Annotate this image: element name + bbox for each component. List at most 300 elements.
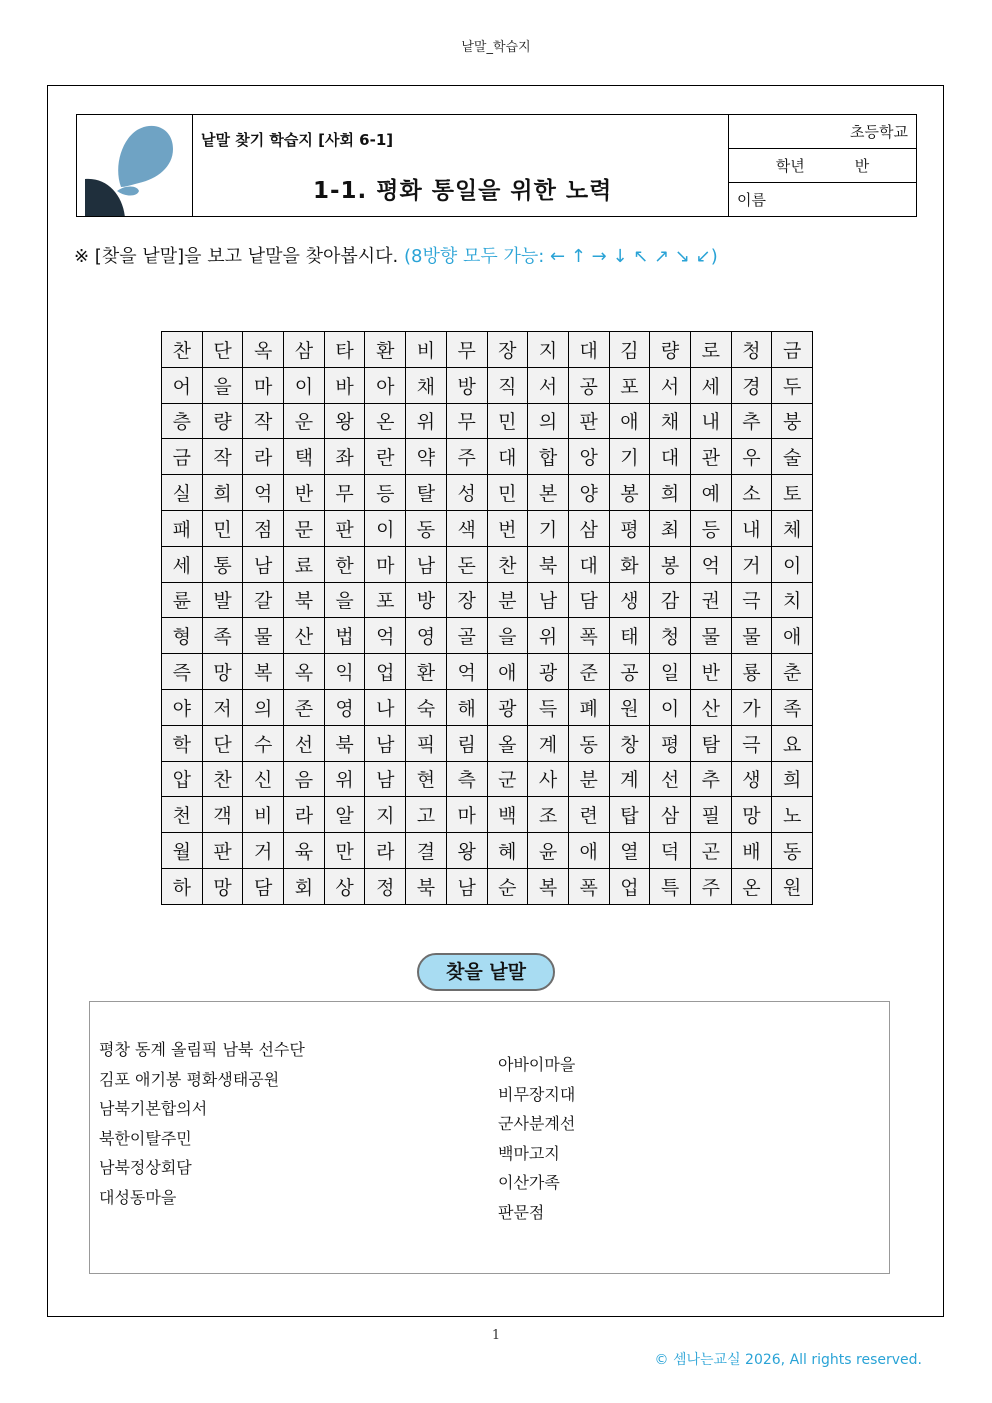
- grade-label: 학년: [775, 157, 805, 175]
- grid-cell[interactable]: 고: [406, 797, 447, 833]
- grid-cell[interactable]: 천: [162, 797, 203, 833]
- grid-row: [162, 654, 813, 690]
- grid-cell[interactable]: 택: [284, 439, 325, 475]
- grid-cell[interactable]: 실: [162, 475, 203, 511]
- grid-cell[interactable]: 물: [243, 618, 284, 654]
- grid-cell[interactable]: 가: [731, 689, 772, 725]
- grid-cell[interactable]: 춘: [772, 654, 813, 690]
- grid-cell[interactable]: 내: [690, 403, 731, 439]
- grid-cell[interactable]: 대: [650, 439, 691, 475]
- grid-cell[interactable]: 찬: [202, 761, 243, 797]
- grid-cell[interactable]: 내: [731, 510, 772, 546]
- grid-cell[interactable]: 감: [650, 582, 691, 618]
- grid-cell[interactable]: 분: [568, 761, 609, 797]
- grid-cell[interactable]: 백: [487, 797, 528, 833]
- name-field[interactable]: [729, 183, 916, 216]
- grid-cell[interactable]: 해: [446, 689, 487, 725]
- grid-cell[interactable]: 계: [528, 725, 569, 761]
- grid-cell[interactable]: 토: [772, 475, 813, 511]
- grid-cell[interactable]: 색: [446, 510, 487, 546]
- title-cell: [193, 115, 729, 216]
- grid-cell[interactable]: 륜: [162, 582, 203, 618]
- grid-cell[interactable]: 로: [690, 332, 731, 368]
- grid-cell[interactable]: 탑: [609, 797, 650, 833]
- grid-cell[interactable]: 이: [772, 546, 813, 582]
- grid-cell[interactable]: 서: [528, 367, 569, 403]
- grid-cell[interactable]: 서: [650, 367, 691, 403]
- grid-cell[interactable]: 수: [243, 725, 284, 761]
- grid-cell[interactable]: 평: [650, 725, 691, 761]
- grid-cell[interactable]: 육: [284, 833, 325, 869]
- grid-cell[interactable]: 희: [772, 761, 813, 797]
- grid-cell[interactable]: 생: [609, 582, 650, 618]
- grid-cell[interactable]: 애: [772, 618, 813, 654]
- grid-cell[interactable]: 탈: [406, 475, 447, 511]
- grade-class-field[interactable]: [729, 149, 916, 183]
- grid-row: [162, 439, 813, 475]
- grid-cell[interactable]: 업: [365, 654, 406, 690]
- grid-row: [162, 725, 813, 761]
- grid-cell[interactable]: 정: [365, 868, 406, 904]
- grid-row: [162, 510, 813, 546]
- grid-cell[interactable]: 층: [162, 403, 203, 439]
- grid-cell[interactable]: 화: [609, 546, 650, 582]
- page-number: 1: [491, 1328, 501, 1343]
- grid-cell[interactable]: 청: [731, 332, 772, 368]
- word-item: 비무장지대: [498, 1084, 576, 1104]
- grid-cell[interactable]: 주: [446, 439, 487, 475]
- grid-cell[interactable]: 망: [202, 654, 243, 690]
- grid-cell[interactable]: 원: [772, 868, 813, 904]
- grid-cell[interactable]: 북: [406, 868, 447, 904]
- grid-cell[interactable]: 억: [690, 546, 731, 582]
- grid-cell[interactable]: 라: [243, 439, 284, 475]
- grid-cell[interactable]: 찬: [487, 546, 528, 582]
- grid-cell[interactable]: 물: [690, 618, 731, 654]
- grid-cell[interactable]: 북: [528, 546, 569, 582]
- grid-cell[interactable]: 희: [650, 475, 691, 511]
- grid-cell[interactable]: 이: [365, 510, 406, 546]
- grid-cell[interactable]: 운: [284, 403, 325, 439]
- grid-cell[interactable]: 억: [446, 654, 487, 690]
- grid-cell[interactable]: 무: [324, 475, 365, 511]
- grid-cell[interactable]: 득: [528, 689, 569, 725]
- grid-cell[interactable]: 골: [446, 618, 487, 654]
- grid-cell[interactable]: 족: [772, 689, 813, 725]
- grid-cell[interactable]: 순: [487, 868, 528, 904]
- grid-cell[interactable]: 남: [446, 868, 487, 904]
- grid-cell[interactable]: 억: [243, 475, 284, 511]
- grid-cell[interactable]: 금: [162, 439, 203, 475]
- grid-cell[interactable]: 방: [406, 582, 447, 618]
- grid-cell[interactable]: 온: [731, 868, 772, 904]
- grid-cell[interactable]: 동: [772, 833, 813, 869]
- word-item: 남북기본합의서: [99, 1099, 208, 1118]
- grid-cell[interactable]: 타: [324, 332, 365, 368]
- grid-cell[interactable]: 혜: [487, 833, 528, 869]
- grid-cell[interactable]: 특: [650, 868, 691, 904]
- grid-cell[interactable]: 상: [324, 868, 365, 904]
- grid-cell[interactable]: 기: [609, 439, 650, 475]
- grid-cell[interactable]: 영: [406, 618, 447, 654]
- grid-cell[interactable]: 장: [446, 582, 487, 618]
- grid-cell[interactable]: 월: [162, 833, 203, 869]
- grid-cell[interactable]: 극: [731, 582, 772, 618]
- grid-cell[interactable]: 반: [690, 654, 731, 690]
- grid-cell[interactable]: 술: [772, 439, 813, 475]
- grid-cell[interactable]: 환: [406, 654, 447, 690]
- grid-cell[interactable]: 왕: [446, 833, 487, 869]
- grid-cell[interactable]: 량: [650, 332, 691, 368]
- grid-cell[interactable]: 열: [609, 833, 650, 869]
- grid-cell[interactable]: 윤: [528, 833, 569, 869]
- grid-cell[interactable]: 나: [365, 689, 406, 725]
- grid-cell[interactable]: 금: [772, 332, 813, 368]
- grid-cell[interactable]: 존: [284, 689, 325, 725]
- grid-cell[interactable]: 본: [528, 475, 569, 511]
- grid-row: [162, 761, 813, 797]
- grid-cell[interactable]: 포: [609, 367, 650, 403]
- grid-cell[interactable]: 소: [731, 475, 772, 511]
- grid-cell[interactable]: 삼: [568, 510, 609, 546]
- grid-row: [162, 618, 813, 654]
- grid-cell[interactable]: 담: [568, 582, 609, 618]
- grid-cell[interactable]: 동: [568, 725, 609, 761]
- grid-cell[interactable]: 군: [487, 761, 528, 797]
- grid-cell[interactable]: 번: [487, 510, 528, 546]
- grid-cell[interactable]: 위: [528, 618, 569, 654]
- grid-cell[interactable]: 북: [284, 582, 325, 618]
- word-item: 이산가족: [498, 1173, 560, 1192]
- grid-cell[interactable]: 선: [650, 761, 691, 797]
- grid-cell[interactable]: 애: [609, 403, 650, 439]
- grid-cell[interactable]: 준: [568, 654, 609, 690]
- grid-cell[interactable]: 채: [650, 403, 691, 439]
- grid-cell[interactable]: 판: [568, 403, 609, 439]
- grid-cell[interactable]: 옥: [243, 332, 284, 368]
- grid-cell[interactable]: 등: [365, 475, 406, 511]
- grid-cell[interactable]: 란: [365, 439, 406, 475]
- grid-cell[interactable]: 남: [243, 546, 284, 582]
- grid-cell[interactable]: 동: [406, 510, 447, 546]
- grid-cell[interactable]: 체: [772, 510, 813, 546]
- grid-cell[interactable]: 신: [243, 761, 284, 797]
- grid-cell[interactable]: 공: [568, 367, 609, 403]
- grid-cell[interactable]: 의: [528, 403, 569, 439]
- grid-cell[interactable]: 남: [406, 546, 447, 582]
- grid-cell[interactable]: 삼: [650, 797, 691, 833]
- grid-cell[interactable]: 단: [202, 725, 243, 761]
- grid-cell[interactable]: 남: [365, 725, 406, 761]
- grid-cell[interactable]: 돈: [446, 546, 487, 582]
- grid-cell[interactable]: 분: [487, 582, 528, 618]
- grid-cell[interactable]: 망: [731, 797, 772, 833]
- grid-cell[interactable]: 형: [162, 618, 203, 654]
- grid-cell[interactable]: 공: [609, 654, 650, 690]
- grid-cell[interactable]: 업: [609, 868, 650, 904]
- word-list-left: [99, 1035, 305, 1212]
- grid-cell[interactable]: 억: [365, 618, 406, 654]
- grid-cell[interactable]: 대: [487, 439, 528, 475]
- grid-cell[interactable]: 온: [365, 403, 406, 439]
- grid-cell[interactable]: 라: [365, 833, 406, 869]
- grid-cell[interactable]: 련: [568, 797, 609, 833]
- grid-cell[interactable]: 음: [284, 761, 325, 797]
- grid-cell[interactable]: 비: [243, 797, 284, 833]
- grid-cell[interactable]: 점: [243, 510, 284, 546]
- grid-cell[interactable]: 판: [202, 833, 243, 869]
- grid-cell[interactable]: 작: [202, 439, 243, 475]
- grid-cell[interactable]: 양: [568, 475, 609, 511]
- grid-cell[interactable]: 을: [202, 367, 243, 403]
- grid-cell[interactable]: 남: [528, 582, 569, 618]
- grid-cell[interactable]: 마: [243, 367, 284, 403]
- grid-cell[interactable]: 대: [568, 332, 609, 368]
- grid-cell[interactable]: 비: [406, 332, 447, 368]
- grid-cell[interactable]: 압: [162, 761, 203, 797]
- grid-cell[interactable]: 치: [772, 582, 813, 618]
- grid-cell[interactable]: 림: [446, 725, 487, 761]
- grid-row: [162, 475, 813, 511]
- worksheet-header: [76, 114, 917, 217]
- grid-cell[interactable]: 야: [162, 689, 203, 725]
- grid-cell[interactable]: 세: [690, 367, 731, 403]
- grid-cell[interactable]: 태: [609, 618, 650, 654]
- grid-cell[interactable]: 기: [528, 510, 569, 546]
- grid-cell[interactable]: 왕: [324, 403, 365, 439]
- grid-cell[interactable]: 한: [324, 546, 365, 582]
- grid-cell[interactable]: 옥: [284, 654, 325, 690]
- worksheet-subtitle: 낱말 찾기 학습지 [사회 6-1]: [201, 131, 394, 149]
- water-drop-logo-icon: [77, 115, 192, 216]
- grid-cell[interactable]: 민: [487, 475, 528, 511]
- grid-cell[interactable]: 민: [202, 510, 243, 546]
- grid-cell[interactable]: 장: [487, 332, 528, 368]
- grid-cell[interactable]: 학: [162, 725, 203, 761]
- grid-row: [162, 582, 813, 618]
- grid-cell[interactable]: 민: [487, 403, 528, 439]
- grid-cell[interactable]: 봉: [609, 475, 650, 511]
- grid-cell[interactable]: 마: [446, 797, 487, 833]
- grid-cell[interactable]: 물: [731, 618, 772, 654]
- grid-cell[interactable]: 지: [365, 797, 406, 833]
- grid-cell[interactable]: 예: [690, 475, 731, 511]
- grid-cell[interactable]: 판: [324, 510, 365, 546]
- grid-cell[interactable]: 산: [690, 689, 731, 725]
- grid-cell[interactable]: 지: [528, 332, 569, 368]
- grid-cell[interactable]: 선: [284, 725, 325, 761]
- grid-cell[interactable]: 방: [446, 367, 487, 403]
- grid-cell[interactable]: 광: [487, 689, 528, 725]
- grid-cell[interactable]: 어: [162, 367, 203, 403]
- grid-cell[interactable]: 봉: [650, 546, 691, 582]
- grid-cell[interactable]: 족: [202, 618, 243, 654]
- page-header: 낱말_학습지: [461, 40, 531, 55]
- grid-cell[interactable]: 알: [324, 797, 365, 833]
- grid-cell[interactable]: 라: [284, 797, 325, 833]
- grid-cell[interactable]: 하: [162, 868, 203, 904]
- worksheet-title: 1-1. 평화 통일을 위한 노력: [313, 178, 613, 204]
- grid-cell[interactable]: 평: [609, 510, 650, 546]
- grid-cell[interactable]: 생: [731, 761, 772, 797]
- grid-cell[interactable]: 사: [528, 761, 569, 797]
- grid-cell[interactable]: 노: [772, 797, 813, 833]
- grid-cell[interactable]: 추: [690, 761, 731, 797]
- grid-cell[interactable]: 애: [568, 833, 609, 869]
- instruction: [74, 242, 718, 268]
- grid-row: [162, 403, 813, 439]
- grid-cell[interactable]: 픽: [406, 725, 447, 761]
- copyright: © 셈나는교실 2026, All rights reserved.: [654, 1352, 922, 1368]
- grid-cell[interactable]: 법: [324, 618, 365, 654]
- grid-cell[interactable]: 측: [446, 761, 487, 797]
- grid-cell[interactable]: 담: [243, 868, 284, 904]
- grid-cell[interactable]: 통: [202, 546, 243, 582]
- grid-cell[interactable]: 채: [406, 367, 447, 403]
- grid-cell[interactable]: 남: [365, 761, 406, 797]
- grid-cell[interactable]: 발: [202, 582, 243, 618]
- grid-row: [162, 546, 813, 582]
- grid-cell[interactable]: 관: [690, 439, 731, 475]
- grid-cell[interactable]: 패: [162, 510, 203, 546]
- grid-cell[interactable]: 환: [365, 332, 406, 368]
- grid-row: [162, 833, 813, 869]
- word-item: 아바이마을: [498, 1055, 576, 1074]
- grid-cell[interactable]: 경: [731, 367, 772, 403]
- grid-cell[interactable]: 필: [690, 797, 731, 833]
- grid-cell[interactable]: 조: [528, 797, 569, 833]
- word-item: 김포 애기봉 평화생태공원: [99, 1069, 280, 1089]
- grid-cell[interactable]: 무: [446, 403, 487, 439]
- grid-cell[interactable]: 합: [528, 439, 569, 475]
- grid-cell[interactable]: 문: [284, 510, 325, 546]
- word-item: 군사분계선: [498, 1114, 576, 1133]
- grid-cell[interactable]: 영: [324, 689, 365, 725]
- grid-cell[interactable]: 두: [772, 367, 813, 403]
- grid-cell[interactable]: 거: [731, 546, 772, 582]
- instruction-text: ※ [찾을 낱말]을 보고 낱말을 찾아봅시다.: [74, 246, 399, 267]
- grid-cell[interactable]: 숙: [406, 689, 447, 725]
- grid-cell[interactable]: 만: [324, 833, 365, 869]
- grid-cell[interactable]: 포: [365, 582, 406, 618]
- school-field[interactable]: [729, 115, 916, 149]
- grid-row: [162, 868, 813, 904]
- grid-cell[interactable]: 성: [446, 475, 487, 511]
- grid-cell[interactable]: 료: [284, 546, 325, 582]
- grid-cell[interactable]: 청: [650, 618, 691, 654]
- grid-cell[interactable]: 곤: [690, 833, 731, 869]
- grid-cell[interactable]: 주: [690, 868, 731, 904]
- grid-cell[interactable]: 폭: [568, 868, 609, 904]
- grid-cell[interactable]: 즉: [162, 654, 203, 690]
- grid-cell[interactable]: 거: [243, 833, 284, 869]
- grid-cell[interactable]: 우: [731, 439, 772, 475]
- grid-cell[interactable]: 김: [609, 332, 650, 368]
- grid-row: [162, 689, 813, 725]
- grid-cell[interactable]: 요: [772, 725, 813, 761]
- grid-cell[interactable]: 극: [731, 725, 772, 761]
- grid-cell[interactable]: 마: [365, 546, 406, 582]
- grid-cell[interactable]: 붕: [772, 403, 813, 439]
- grid-cell[interactable]: 앙: [568, 439, 609, 475]
- grid-cell[interactable]: 을: [324, 582, 365, 618]
- grid-cell[interactable]: 찬: [162, 332, 203, 368]
- grid-cell[interactable]: 아: [365, 367, 406, 403]
- grid-cell[interactable]: 덕: [650, 833, 691, 869]
- grid-cell[interactable]: 이: [284, 367, 325, 403]
- class-label: 반: [854, 157, 870, 175]
- grid-cell[interactable]: 권: [690, 582, 731, 618]
- grid-cell[interactable]: 폭: [568, 618, 609, 654]
- logo: [77, 115, 193, 216]
- grid-cell[interactable]: 계: [609, 761, 650, 797]
- grid-cell[interactable]: 반: [284, 475, 325, 511]
- grid-cell[interactable]: 복: [528, 868, 569, 904]
- grid-cell[interactable]: 배: [731, 833, 772, 869]
- grid-cell[interactable]: 량: [202, 403, 243, 439]
- grid-cell[interactable]: 현: [406, 761, 447, 797]
- grid-cell[interactable]: 의: [243, 689, 284, 725]
- grid-cell[interactable]: 원: [609, 689, 650, 725]
- grid-cell[interactable]: 작: [243, 403, 284, 439]
- grid-cell[interactable]: 일: [650, 654, 691, 690]
- grid-cell[interactable]: 북: [324, 725, 365, 761]
- grid-cell[interactable]: 객: [202, 797, 243, 833]
- grid-cell[interactable]: 추: [731, 403, 772, 439]
- grid-cell[interactable]: 익: [324, 654, 365, 690]
- grid-cell[interactable]: 바: [324, 367, 365, 403]
- grid-cell[interactable]: 창: [609, 725, 650, 761]
- grid-cell[interactable]: 희: [202, 475, 243, 511]
- grid-cell[interactable]: 갈: [243, 582, 284, 618]
- grid-cell[interactable]: 좌: [324, 439, 365, 475]
- grid-cell[interactable]: 약: [406, 439, 447, 475]
- grid-cell[interactable]: 단: [202, 332, 243, 368]
- word-item: 북한이탈주민: [99, 1128, 192, 1148]
- grid-cell[interactable]: 삼: [284, 332, 325, 368]
- grid-cell[interactable]: 세: [162, 546, 203, 582]
- grid-cell[interactable]: 저: [202, 689, 243, 725]
- grid-cell[interactable]: 룡: [731, 654, 772, 690]
- school-label: 초등학교: [850, 123, 908, 141]
- grid-cell[interactable]: 망: [202, 868, 243, 904]
- grid-cell[interactable]: 직: [487, 367, 528, 403]
- grid-cell[interactable]: 을: [487, 618, 528, 654]
- grid-cell[interactable]: 산: [284, 618, 325, 654]
- grid-cell[interactable]: 이: [650, 689, 691, 725]
- grid-cell[interactable]: 애: [487, 654, 528, 690]
- grid-cell[interactable]: 광: [528, 654, 569, 690]
- grid-cell[interactable]: 위: [324, 761, 365, 797]
- grid-cell[interactable]: 올: [487, 725, 528, 761]
- word-list-badge: 찾을 낱말: [417, 953, 555, 991]
- grid-cell[interactable]: 대: [568, 546, 609, 582]
- grid-cell[interactable]: 결: [406, 833, 447, 869]
- grid-cell[interactable]: 등: [690, 510, 731, 546]
- word-item: 판문점: [498, 1202, 545, 1222]
- grid-cell[interactable]: 회: [284, 868, 325, 904]
- word-list-right: [498, 1050, 575, 1227]
- grid-cell[interactable]: 최: [650, 510, 691, 546]
- name-label: 이름: [737, 191, 766, 209]
- grid-cell[interactable]: 폐: [568, 689, 609, 725]
- grid-cell[interactable]: 복: [243, 654, 284, 690]
- grid-cell[interactable]: 위: [406, 403, 447, 439]
- grid-row: [162, 797, 813, 833]
- grid-cell[interactable]: 탐: [690, 725, 731, 761]
- word-search-grid: [161, 331, 813, 905]
- grid-cell[interactable]: 무: [446, 332, 487, 368]
